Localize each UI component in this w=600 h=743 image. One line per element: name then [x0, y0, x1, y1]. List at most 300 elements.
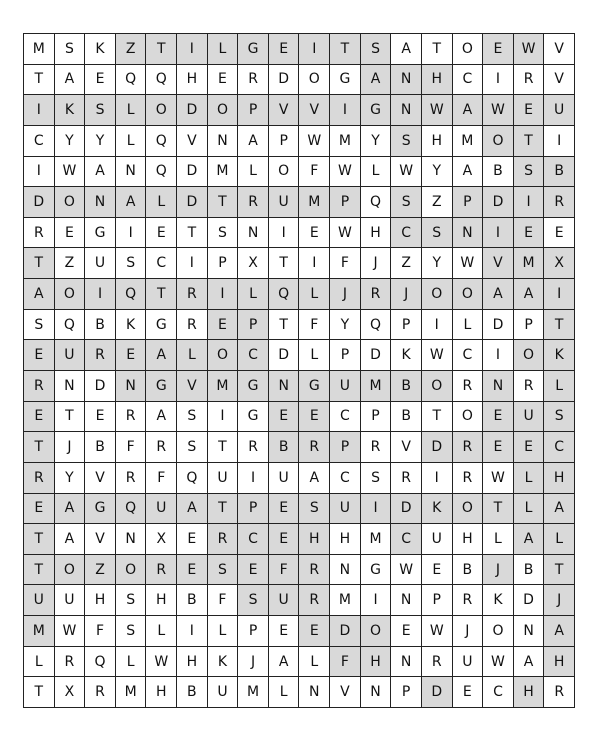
grid-cell[interactable]: M	[330, 126, 361, 157]
grid-cell[interactable]: C	[453, 65, 484, 96]
grid-cell[interactable]: H	[514, 677, 545, 708]
grid-cell[interactable]: L	[269, 677, 300, 708]
grid-cell[interactable]: J	[483, 555, 514, 586]
grid-cell[interactable]: L	[238, 157, 269, 188]
grid-cell[interactable]: L	[453, 310, 484, 341]
grid-cell[interactable]: A	[453, 157, 484, 188]
grid-cell[interactable]: J	[238, 647, 269, 678]
grid-cell[interactable]: Q	[177, 463, 208, 494]
grid-cell[interactable]: Q	[116, 65, 147, 96]
grid-cell[interactable]: C	[146, 248, 177, 279]
grid-cell[interactable]: S	[391, 126, 422, 157]
grid-cell[interactable]: A	[269, 647, 300, 678]
grid-cell[interactable]: O	[453, 402, 484, 433]
grid-cell[interactable]: W	[146, 647, 177, 678]
grid-cell[interactable]: E	[453, 677, 484, 708]
grid-cell[interactable]: S	[422, 218, 453, 249]
grid-cell[interactable]: T	[177, 218, 208, 249]
grid-cell[interactable]: T	[24, 677, 55, 708]
grid-cell[interactable]: R	[238, 65, 269, 96]
grid-cell[interactable]: V	[544, 34, 575, 65]
grid-cell[interactable]: V	[85, 524, 116, 555]
grid-cell[interactable]: B	[85, 432, 116, 463]
grid-cell[interactable]: N	[238, 218, 269, 249]
grid-cell[interactable]: T	[24, 248, 55, 279]
grid-cell[interactable]: P	[238, 494, 269, 525]
grid-cell[interactable]: M	[24, 34, 55, 65]
grid-cell[interactable]: N	[391, 95, 422, 126]
grid-cell[interactable]: V	[544, 65, 575, 96]
grid-cell[interactable]: S	[116, 616, 147, 647]
grid-cell[interactable]: Q	[116, 494, 147, 525]
grid-cell[interactable]: Y	[85, 126, 116, 157]
grid-cell[interactable]: S	[544, 402, 575, 433]
grid-cell[interactable]: E	[269, 616, 300, 647]
grid-cell[interactable]: B	[391, 402, 422, 433]
grid-cell[interactable]: M	[24, 616, 55, 647]
grid-cell[interactable]: D	[177, 187, 208, 218]
grid-cell[interactable]: L	[146, 187, 177, 218]
grid-cell[interactable]: D	[85, 371, 116, 402]
grid-cell[interactable]: J	[391, 279, 422, 310]
grid-cell[interactable]: G	[238, 402, 269, 433]
grid-cell[interactable]: F	[146, 463, 177, 494]
grid-cell[interactable]: O	[361, 616, 392, 647]
grid-cell[interactable]: C	[453, 340, 484, 371]
grid-cell[interactable]: E	[391, 616, 422, 647]
grid-cell[interactable]: W	[391, 157, 422, 188]
grid-cell[interactable]: K	[483, 585, 514, 616]
grid-cell[interactable]: I	[361, 494, 392, 525]
grid-cell[interactable]: G	[85, 218, 116, 249]
grid-cell[interactable]: D	[483, 187, 514, 218]
grid-cell[interactable]: I	[361, 585, 392, 616]
grid-cell[interactable]: I	[24, 95, 55, 126]
grid-cell[interactable]: A	[55, 494, 86, 525]
grid-cell[interactable]: D	[483, 310, 514, 341]
grid-cell[interactable]: E	[269, 494, 300, 525]
grid-cell[interactable]: T	[330, 34, 361, 65]
grid-cell[interactable]: T	[269, 310, 300, 341]
grid-cell[interactable]: I	[269, 218, 300, 249]
grid-cell[interactable]: N	[453, 218, 484, 249]
grid-cell[interactable]: O	[453, 494, 484, 525]
grid-cell[interactable]: W	[422, 616, 453, 647]
grid-cell[interactable]: A	[146, 402, 177, 433]
grid-cell[interactable]: N	[116, 524, 147, 555]
grid-cell[interactable]: Q	[85, 647, 116, 678]
grid-cell[interactable]: R	[391, 463, 422, 494]
grid-cell[interactable]: V	[177, 126, 208, 157]
grid-cell[interactable]: P	[238, 616, 269, 647]
grid-cell[interactable]: I	[208, 279, 239, 310]
grid-cell[interactable]: A	[24, 279, 55, 310]
grid-cell[interactable]: N	[208, 126, 239, 157]
grid-cell[interactable]: S	[24, 310, 55, 341]
grid-cell[interactable]: G	[146, 371, 177, 402]
grid-cell[interactable]: W	[55, 616, 86, 647]
grid-cell[interactable]: L	[361, 157, 392, 188]
grid-cell[interactable]: H	[544, 647, 575, 678]
grid-cell[interactable]: E	[208, 310, 239, 341]
grid-cell[interactable]: B	[483, 157, 514, 188]
grid-cell[interactable]: L	[208, 616, 239, 647]
grid-cell[interactable]: Z	[85, 555, 116, 586]
grid-cell[interactable]: M	[238, 677, 269, 708]
grid-cell[interactable]: B	[391, 371, 422, 402]
grid-cell[interactable]: B	[514, 555, 545, 586]
grid-cell[interactable]: U	[453, 647, 484, 678]
grid-cell[interactable]: Y	[330, 310, 361, 341]
grid-cell[interactable]: I	[177, 248, 208, 279]
grid-cell[interactable]: O	[146, 95, 177, 126]
grid-cell[interactable]: H	[177, 65, 208, 96]
grid-cell[interactable]: C	[330, 463, 361, 494]
grid-cell[interactable]: C	[24, 126, 55, 157]
grid-cell[interactable]: N	[330, 555, 361, 586]
grid-cell[interactable]: P	[453, 187, 484, 218]
grid-cell[interactable]: R	[453, 371, 484, 402]
grid-cell[interactable]: N	[391, 647, 422, 678]
grid-cell[interactable]: A	[177, 494, 208, 525]
grid-cell[interactable]: M	[514, 248, 545, 279]
grid-cell[interactable]: E	[483, 34, 514, 65]
grid-cell[interactable]: C	[238, 524, 269, 555]
grid-cell[interactable]: U	[24, 585, 55, 616]
grid-cell[interactable]: M	[208, 371, 239, 402]
grid-cell[interactable]: D	[361, 340, 392, 371]
grid-cell[interactable]: I	[24, 157, 55, 188]
grid-cell[interactable]: R	[453, 432, 484, 463]
grid-cell[interactable]: A	[514, 647, 545, 678]
grid-cell[interactable]: M	[116, 677, 147, 708]
grid-cell[interactable]: T	[269, 248, 300, 279]
grid-cell[interactable]: J	[330, 279, 361, 310]
grid-cell[interactable]: K	[422, 494, 453, 525]
grid-cell[interactable]: I	[422, 463, 453, 494]
grid-cell[interactable]: R	[85, 340, 116, 371]
grid-cell[interactable]: W	[483, 463, 514, 494]
grid-cell[interactable]: B	[269, 432, 300, 463]
grid-cell[interactable]: Q	[361, 187, 392, 218]
grid-cell[interactable]: O	[269, 157, 300, 188]
grid-cell[interactable]: H	[361, 218, 392, 249]
grid-cell[interactable]: E	[299, 616, 330, 647]
grid-cell[interactable]: Q	[361, 310, 392, 341]
grid-cell[interactable]: V	[330, 677, 361, 708]
grid-cell[interactable]: E	[483, 402, 514, 433]
grid-cell[interactable]: C	[391, 524, 422, 555]
grid-cell[interactable]: V	[391, 432, 422, 463]
grid-cell[interactable]: R	[177, 310, 208, 341]
grid-cell[interactable]: J	[361, 248, 392, 279]
grid-cell[interactable]: T	[24, 524, 55, 555]
grid-cell[interactable]: W	[422, 95, 453, 126]
grid-cell[interactable]: S	[238, 585, 269, 616]
grid-cell[interactable]: A	[361, 65, 392, 96]
grid-cell[interactable]: P	[269, 126, 300, 157]
grid-cell[interactable]: I	[544, 279, 575, 310]
grid-cell[interactable]: Q	[146, 157, 177, 188]
grid-cell[interactable]: R	[361, 432, 392, 463]
grid-cell[interactable]: I	[177, 34, 208, 65]
grid-cell[interactable]: O	[483, 126, 514, 157]
grid-cell[interactable]: N	[55, 371, 86, 402]
grid-cell[interactable]: N	[391, 585, 422, 616]
grid-cell[interactable]: N	[116, 371, 147, 402]
grid-cell[interactable]: I	[116, 218, 147, 249]
grid-cell[interactable]: I	[422, 310, 453, 341]
grid-cell[interactable]: O	[453, 279, 484, 310]
grid-cell[interactable]: T	[24, 65, 55, 96]
grid-cell[interactable]: S	[361, 34, 392, 65]
grid-cell[interactable]: X	[544, 248, 575, 279]
grid-cell[interactable]: E	[422, 555, 453, 586]
grid-cell[interactable]: I	[177, 616, 208, 647]
grid-cell[interactable]: R	[146, 555, 177, 586]
grid-cell[interactable]: L	[116, 126, 147, 157]
grid-cell[interactable]: E	[208, 65, 239, 96]
grid-cell[interactable]: O	[422, 279, 453, 310]
grid-cell[interactable]: U	[208, 677, 239, 708]
grid-cell[interactable]: P	[391, 310, 422, 341]
grid-cell[interactable]: H	[544, 463, 575, 494]
grid-cell[interactable]: U	[55, 340, 86, 371]
grid-cell[interactable]: C	[483, 677, 514, 708]
grid-cell[interactable]: E	[269, 402, 300, 433]
grid-cell[interactable]: O	[55, 555, 86, 586]
grid-cell[interactable]: R	[299, 555, 330, 586]
grid-cell[interactable]: I	[208, 402, 239, 433]
grid-cell[interactable]: W	[55, 157, 86, 188]
grid-cell[interactable]: W	[514, 34, 545, 65]
grid-cell[interactable]: T	[146, 279, 177, 310]
grid-cell[interactable]: D	[422, 432, 453, 463]
grid-cell[interactable]: S	[85, 95, 116, 126]
grid-cell[interactable]: Z	[55, 248, 86, 279]
grid-cell[interactable]: A	[55, 524, 86, 555]
grid-cell[interactable]: L	[483, 524, 514, 555]
grid-cell[interactable]: T	[514, 126, 545, 157]
grid-cell[interactable]: P	[361, 402, 392, 433]
grid-cell[interactable]: T	[483, 494, 514, 525]
grid-cell[interactable]: Q	[116, 279, 147, 310]
grid-cell[interactable]: F	[116, 432, 147, 463]
grid-cell[interactable]: R	[361, 279, 392, 310]
grid-cell[interactable]: Y	[55, 126, 86, 157]
grid-cell[interactable]: H	[422, 126, 453, 157]
grid-cell[interactable]: E	[238, 555, 269, 586]
grid-cell[interactable]: R	[299, 585, 330, 616]
grid-cell[interactable]: O	[422, 371, 453, 402]
grid-cell[interactable]: L	[514, 494, 545, 525]
grid-cell[interactable]: T	[24, 432, 55, 463]
grid-cell[interactable]: X	[55, 677, 86, 708]
grid-cell[interactable]: P	[422, 585, 453, 616]
grid-cell[interactable]: V	[269, 95, 300, 126]
grid-cell[interactable]: P	[238, 310, 269, 341]
grid-cell[interactable]: O	[55, 279, 86, 310]
grid-cell[interactable]: B	[544, 157, 575, 188]
grid-cell[interactable]: U	[146, 494, 177, 525]
grid-cell[interactable]: L	[116, 95, 147, 126]
grid-cell[interactable]: Y	[422, 248, 453, 279]
grid-cell[interactable]: J	[55, 432, 86, 463]
grid-cell[interactable]: P	[391, 677, 422, 708]
grid-cell[interactable]: B	[177, 677, 208, 708]
grid-cell[interactable]: E	[177, 555, 208, 586]
grid-cell[interactable]: L	[177, 340, 208, 371]
grid-cell[interactable]: T	[55, 402, 86, 433]
grid-cell[interactable]: Q	[146, 65, 177, 96]
grid-cell[interactable]: A	[544, 494, 575, 525]
grid-cell[interactable]: N	[299, 677, 330, 708]
grid-cell[interactable]: R	[116, 402, 147, 433]
grid-cell[interactable]: E	[269, 524, 300, 555]
grid-cell[interactable]: P	[208, 248, 239, 279]
grid-cell[interactable]: F	[299, 310, 330, 341]
grid-cell[interactable]: Z	[391, 248, 422, 279]
grid-cell[interactable]: A	[146, 340, 177, 371]
grid-cell[interactable]: T	[422, 34, 453, 65]
grid-cell[interactable]: Z	[116, 34, 147, 65]
grid-cell[interactable]: A	[299, 463, 330, 494]
grid-cell[interactable]: U	[208, 463, 239, 494]
grid-cell[interactable]: R	[238, 432, 269, 463]
grid-cell[interactable]: G	[238, 34, 269, 65]
grid-cell[interactable]: F	[208, 585, 239, 616]
grid-cell[interactable]: W	[453, 248, 484, 279]
grid-cell[interactable]: I	[483, 340, 514, 371]
grid-cell[interactable]: D	[24, 187, 55, 218]
grid-cell[interactable]: C	[391, 218, 422, 249]
grid-cell[interactable]: Z	[422, 187, 453, 218]
grid-cell[interactable]: T	[208, 494, 239, 525]
grid-cell[interactable]: Q	[55, 310, 86, 341]
grid-cell[interactable]: T	[208, 432, 239, 463]
grid-cell[interactable]: R	[544, 677, 575, 708]
grid-cell[interactable]: O	[299, 65, 330, 96]
grid-cell[interactable]: L	[24, 647, 55, 678]
grid-cell[interactable]: P	[330, 432, 361, 463]
grid-cell[interactable]: E	[483, 432, 514, 463]
grid-cell[interactable]: E	[55, 218, 86, 249]
grid-cell[interactable]: R	[238, 187, 269, 218]
grid-cell[interactable]: O	[208, 340, 239, 371]
grid-cell[interactable]: E	[514, 218, 545, 249]
grid-cell[interactable]: H	[146, 585, 177, 616]
grid-cell[interactable]: H	[422, 65, 453, 96]
grid-cell[interactable]: L	[238, 279, 269, 310]
grid-cell[interactable]: E	[24, 494, 55, 525]
grid-cell[interactable]: D	[391, 494, 422, 525]
grid-cell[interactable]: M	[330, 585, 361, 616]
grid-cell[interactable]: W	[330, 157, 361, 188]
grid-cell[interactable]: C	[544, 432, 575, 463]
grid-cell[interactable]: S	[208, 555, 239, 586]
grid-cell[interactable]: N	[483, 371, 514, 402]
grid-cell[interactable]: K	[116, 310, 147, 341]
grid-cell[interactable]: H	[146, 677, 177, 708]
grid-cell[interactable]: U	[544, 95, 575, 126]
grid-cell[interactable]: P	[330, 187, 361, 218]
grid-cell[interactable]: U	[269, 585, 300, 616]
grid-cell[interactable]: H	[361, 647, 392, 678]
grid-cell[interactable]: F	[299, 157, 330, 188]
grid-cell[interactable]: G	[238, 371, 269, 402]
grid-cell[interactable]: R	[453, 463, 484, 494]
grid-cell[interactable]: I	[483, 218, 514, 249]
grid-cell[interactable]: I	[483, 65, 514, 96]
grid-cell[interactable]: M	[299, 187, 330, 218]
grid-cell[interactable]: D	[177, 157, 208, 188]
grid-cell[interactable]: L	[208, 34, 239, 65]
grid-cell[interactable]: M	[453, 126, 484, 157]
grid-cell[interactable]: A	[85, 157, 116, 188]
grid-cell[interactable]: L	[116, 647, 147, 678]
grid-cell[interactable]: B	[177, 585, 208, 616]
grid-cell[interactable]: E	[85, 402, 116, 433]
grid-cell[interactable]: M	[361, 371, 392, 402]
grid-cell[interactable]: X	[238, 248, 269, 279]
grid-cell[interactable]: Y	[361, 126, 392, 157]
grid-cell[interactable]: I	[85, 279, 116, 310]
grid-cell[interactable]: H	[453, 524, 484, 555]
grid-cell[interactable]: P	[238, 95, 269, 126]
grid-cell[interactable]: T	[208, 187, 239, 218]
grid-cell[interactable]: R	[24, 218, 55, 249]
grid-cell[interactable]: T	[24, 555, 55, 586]
grid-cell[interactable]: T	[544, 310, 575, 341]
grid-cell[interactable]: A	[453, 95, 484, 126]
grid-cell[interactable]: O	[55, 187, 86, 218]
grid-cell[interactable]: J	[544, 585, 575, 616]
grid-cell[interactable]: U	[330, 494, 361, 525]
grid-cell[interactable]: T	[146, 34, 177, 65]
grid-cell[interactable]: H	[299, 524, 330, 555]
grid-cell[interactable]: T	[544, 555, 575, 586]
grid-cell[interactable]: A	[238, 126, 269, 157]
grid-cell[interactable]: S	[361, 463, 392, 494]
grid-cell[interactable]: S	[177, 432, 208, 463]
grid-cell[interactable]: G	[361, 95, 392, 126]
grid-cell[interactable]: B	[85, 310, 116, 341]
grid-cell[interactable]: R	[544, 187, 575, 218]
grid-cell[interactable]: I	[238, 463, 269, 494]
grid-cell[interactable]: R	[514, 371, 545, 402]
grid-cell[interactable]: N	[514, 616, 545, 647]
grid-cell[interactable]: W	[422, 340, 453, 371]
grid-cell[interactable]: I	[544, 126, 575, 157]
grid-cell[interactable]: L	[299, 279, 330, 310]
grid-cell[interactable]: H	[85, 585, 116, 616]
grid-cell[interactable]: R	[514, 65, 545, 96]
grid-cell[interactable]: A	[544, 616, 575, 647]
grid-cell[interactable]: U	[85, 248, 116, 279]
grid-cell[interactable]: Y	[422, 157, 453, 188]
grid-cell[interactable]: E	[177, 524, 208, 555]
grid-cell[interactable]: K	[544, 340, 575, 371]
grid-cell[interactable]: R	[453, 585, 484, 616]
grid-cell[interactable]: L	[514, 463, 545, 494]
grid-cell[interactable]: K	[391, 340, 422, 371]
grid-cell[interactable]: U	[269, 463, 300, 494]
grid-cell[interactable]: D	[330, 616, 361, 647]
grid-cell[interactable]: T	[422, 402, 453, 433]
grid-cell[interactable]: S	[208, 218, 239, 249]
grid-cell[interactable]: L	[544, 524, 575, 555]
grid-cell[interactable]: P	[330, 340, 361, 371]
